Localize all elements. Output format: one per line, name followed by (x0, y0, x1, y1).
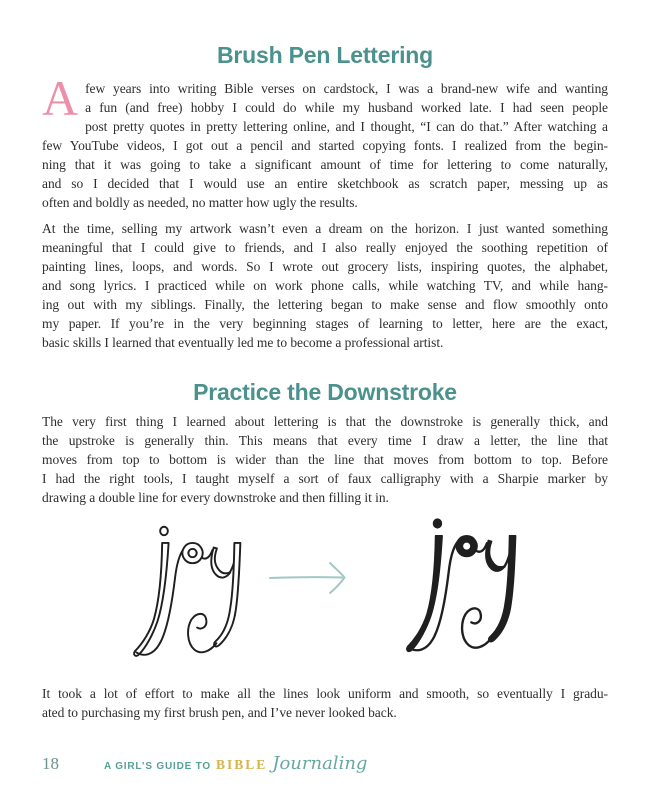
text-line: The very first thing I learned about lettering is that the downstroke is generally thick, and (42, 414, 608, 429)
paragraph-closing (42, 684, 608, 722)
section-heading: Practice the Downstroke (193, 379, 457, 405)
text-line: basic skills I learned that eventually led me to become a professional artist. (42, 335, 444, 350)
chapter-title: Brush Pen Lettering (216, 42, 433, 68)
j-dot-outline (160, 527, 168, 535)
y-tail-curl (188, 614, 216, 652)
text-line: At the time, selling my artwork wasn’t even a dream on the horizon. I just wanted something (42, 221, 608, 236)
right-arrow-icon (268, 557, 360, 597)
text-line: ning that it was going to take a significant amount of time for lettering to come naturally, (42, 157, 608, 172)
text-line: drawing a double line for every downstroke and then filling it in. (42, 490, 389, 505)
text-line: meaningful that I could give to friends, and I also really enjoyed the soothing repetition of (42, 240, 608, 255)
j-stem-filled (407, 536, 442, 652)
text-line: the upstroke is generally thin. This means that every time I draw a letter, the line that (42, 433, 608, 448)
y-tail-curl (462, 608, 491, 647)
paragraph-downstroke (42, 412, 608, 507)
text-line: a fun (and free) hobby I could do while my husband worked late. I had seen people (85, 100, 608, 115)
text-line: ated to purchasing my first brush pen, and I’ve never looked back. (42, 705, 397, 720)
page-number: 18 (42, 754, 59, 773)
j-stem-outline (134, 543, 169, 656)
text-line: and song lyrics. I practiced while on work phone calls, while watching TV, and while hang- (42, 278, 608, 293)
y-stem-outline (214, 543, 240, 646)
paragraph-at-the-time (42, 219, 608, 352)
joy-outline-lettering (118, 522, 256, 666)
text-line: It took a lot of effort to make all the lines look uniform and smooth, so eventually I gradu- (42, 686, 608, 701)
series-bible-text: BIBLE (215, 757, 268, 772)
book-series-title (104, 753, 367, 774)
text-line: and so I decided that I would use an entire sketchbook as scratch paper, messing up as (42, 176, 608, 191)
text-line: often and boldly as needed, no matter how ugly the results. (42, 195, 358, 210)
o-ring-filled (456, 536, 477, 557)
text-line: my paper. If you’re in the very beginning stages of learning to letter, here are the exact, (42, 316, 608, 331)
y-stem-filled (489, 536, 516, 642)
paragraph-intro (42, 70, 608, 212)
joy-filled-lettering (386, 515, 536, 661)
text-line: few YouTube videos, I got out a pencil and started copying fonts. I realized from the begin- (42, 138, 608, 153)
text-line: ing out with my siblings. Finally, the lettering began to make sense and flow smoothly onto (42, 297, 608, 312)
text-line: painting lines, loops, and words. So I wrote out grocery lists, inspiring quotes, the alphabet, (42, 259, 608, 274)
text-line: post pretty quotes in pretty lettering online, and I thought, “I can do that.” After watching a (85, 119, 608, 134)
o-ring-outline (182, 543, 202, 563)
drop-cap: A (42, 70, 79, 126)
paragraph-lines (42, 70, 608, 212)
text-line: I had the right tools, I taught myself a sort of faux calligraphy with a Sharpie marker by (42, 471, 608, 486)
series-guide-text: A GIRL’S GUIDE TO (104, 761, 211, 772)
text-line: few years into writing Bible verses on cardstock, I was a brand-new wife and wanting (85, 81, 608, 96)
text-line: moves from top to bottom is wider than the line that moves from bottom to top. Before (42, 452, 608, 467)
j-dot-filled (433, 519, 441, 528)
page-footer (42, 753, 367, 774)
joy-lettering-illustration (42, 515, 608, 671)
series-journaling-text: Journaling (272, 753, 368, 774)
y-cup-outline (211, 548, 230, 578)
arrow-shaft (270, 577, 342, 578)
y-cup-filled (486, 540, 505, 571)
